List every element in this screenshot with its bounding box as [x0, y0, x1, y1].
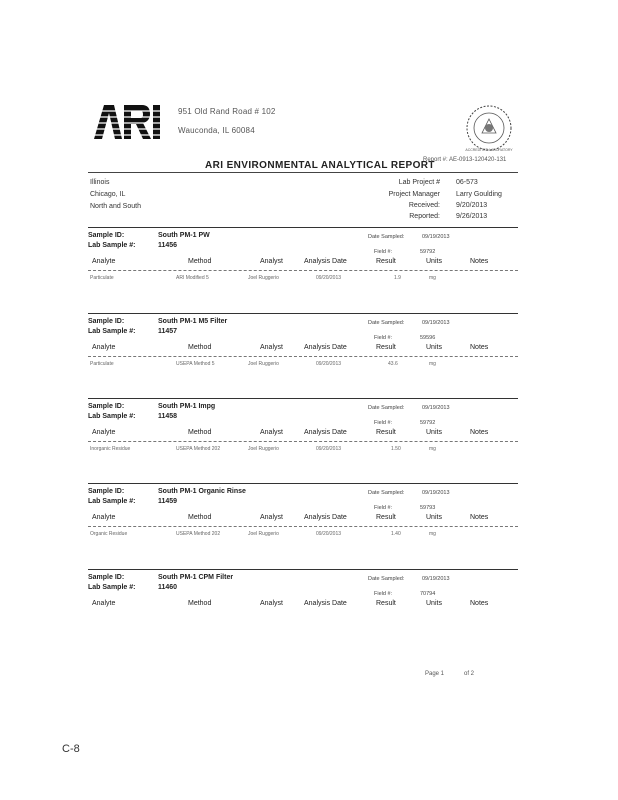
sample-id-value: South PM-1 Impg — [158, 403, 216, 410]
cell-method: USEPA Method 5 — [176, 361, 215, 367]
received-label: Received: — [408, 202, 440, 209]
col-analyte: Analyte — [92, 344, 116, 351]
cell-units: mg — [429, 275, 436, 281]
manager-label: Project Manager — [388, 191, 440, 198]
col-units: Units — [426, 258, 442, 265]
col-result: Result — [376, 600, 396, 607]
lab-sample-value: 11457 — [158, 328, 178, 335]
title-divider — [88, 172, 518, 173]
lab-sample-label: Lab Sample #: — [88, 328, 136, 335]
cell-method: USEPA Method 202 — [176, 446, 221, 452]
cell-analyte: Inorganic Residue — [90, 446, 131, 452]
col-analysis-date: Analysis Date — [304, 514, 347, 521]
section-divider — [88, 569, 518, 570]
cell-analyte: Particulate — [90, 361, 114, 367]
cell-result: 1.40 — [391, 531, 401, 537]
lab-sample-label: Lab Sample #: — [88, 584, 136, 591]
section-divider — [88, 227, 518, 228]
page-number: Page 1 — [425, 671, 445, 677]
client-line2: Chicago, IL — [90, 191, 126, 198]
col-analyst: Analyst — [260, 344, 283, 351]
date-sampled-value: 09/19/2013 — [422, 234, 450, 240]
date-sampled-label: Date Sampled: — [368, 576, 405, 582]
col-analyst: Analyst — [260, 514, 283, 521]
col-analyst: Analyst — [260, 600, 283, 607]
sample-id-value: South PM-1 M5 Filter — [158, 318, 228, 325]
date-sampled-label: Date Sampled: — [368, 405, 405, 411]
col-notes: Notes — [470, 344, 489, 351]
reported-value: 9/26/2013 — [456, 213, 488, 220]
manager-value: Larry Goulding — [456, 191, 502, 198]
lab-sample-value: 11456 — [158, 242, 178, 249]
cell-date: 09/20/2013 — [316, 446, 342, 452]
col-analyte: Analyte — [92, 514, 116, 521]
address-line1: 951 Old Rand Road # 102 — [178, 107, 276, 116]
project-value: 06-573 — [456, 179, 478, 186]
header-divider — [88, 356, 518, 357]
col-analyte: Analyte — [92, 258, 116, 265]
sample-id-label: Sample ID: — [88, 318, 125, 325]
date-sampled-label: Date Sampled: — [368, 490, 405, 496]
field-value: 59792 — [420, 420, 436, 426]
col-method: Method — [188, 429, 212, 436]
col-units: Units — [426, 429, 442, 436]
lab-sample-label: Lab Sample #: — [88, 242, 136, 249]
date-sampled-label: Date Sampled: — [368, 320, 405, 326]
col-method: Method — [188, 344, 212, 351]
field-label: Field #: — [374, 505, 393, 511]
lab-sample-value: 11460 — [158, 584, 178, 591]
col-method: Method — [188, 258, 212, 265]
col-analyst: Analyst — [260, 258, 283, 265]
col-notes: Notes — [470, 514, 489, 521]
date-sampled-label: Date Sampled: — [368, 234, 405, 240]
col-analyte: Analyte — [92, 429, 116, 436]
cell-analyte: Organic Residue — [90, 531, 128, 537]
sample-section — [88, 569, 518, 647]
date-sampled-value: 09/19/2013 — [422, 490, 450, 496]
header-divider — [88, 441, 518, 442]
col-analysis-date: Analysis Date — [304, 600, 347, 607]
col-units: Units — [426, 344, 442, 351]
field-value: 59793 — [420, 505, 436, 511]
lab-sample-value: 11458 — [158, 413, 178, 420]
received-value: 9/20/2013 — [456, 202, 488, 209]
cell-result: 1.50 — [391, 446, 401, 452]
lab-sample-label: Lab Sample #: — [88, 413, 136, 420]
ari-logo — [92, 103, 162, 141]
sample-id-label: Sample ID: — [88, 232, 125, 239]
sample-section — [88, 398, 518, 476]
client-line3: North and South — [90, 203, 141, 210]
header-divider — [88, 270, 518, 271]
lab-sample-label: Lab Sample #: — [88, 498, 136, 505]
col-analysis-date: Analysis Date — [304, 429, 347, 436]
cell-method: ARI Modified 5 — [176, 275, 209, 281]
cell-units: mg — [429, 531, 436, 537]
cell-analyst: Joel Ruggerio — [248, 361, 279, 367]
accreditation-seal — [462, 103, 516, 153]
field-label: Field #: — [374, 591, 393, 597]
cell-date: 09/20/2013 — [316, 275, 342, 281]
cell-result: 43.6 — [388, 361, 398, 367]
col-analyst: Analyst — [260, 429, 283, 436]
lab-sample-value: 11459 — [158, 498, 178, 505]
col-result: Result — [376, 258, 396, 265]
col-notes: Notes — [470, 429, 489, 436]
col-result: Result — [376, 344, 396, 351]
col-analysis-date: Analysis Date — [304, 258, 347, 265]
sample-id-value: South PM-1 PW — [158, 232, 210, 239]
section-divider — [88, 398, 518, 399]
report-number: Report #: AE-0913-120420-131 — [423, 157, 507, 163]
cell-analyst: Joel Ruggerio — [248, 531, 279, 537]
address-line2: Wauconda, IL 60084 — [178, 126, 255, 135]
sample-id-label: Sample ID: — [88, 488, 125, 495]
page-code: C-8 — [62, 743, 80, 755]
cell-units: mg — [429, 361, 436, 367]
date-sampled-value: 09/19/2013 — [422, 320, 450, 326]
col-units: Units — [426, 514, 442, 521]
sample-section — [88, 313, 518, 391]
cell-units: mg — [429, 446, 436, 452]
date-sampled-value: 09/19/2013 — [422, 576, 450, 582]
field-label: Field #: — [374, 249, 393, 255]
cell-result: 1.9 — [394, 275, 401, 281]
header-divider — [88, 526, 518, 527]
cell-analyst: Joel Ruggerio — [248, 446, 279, 452]
field-label: Field #: — [374, 420, 393, 426]
report-title: ARI ENVIRONMENTAL ANALYTICAL REPORT — [205, 160, 435, 171]
sample-section — [88, 227, 518, 305]
sample-id-label: Sample ID: — [88, 403, 125, 410]
cell-analyte: Particulate — [90, 275, 114, 281]
page-total: of 2 — [464, 671, 475, 677]
col-method: Method — [188, 514, 212, 521]
col-notes: Notes — [470, 258, 489, 265]
field-label: Field #: — [374, 335, 393, 341]
field-value: 70794 — [420, 591, 436, 597]
sample-id-label: Sample ID: — [88, 574, 125, 581]
col-analyte: Analyte — [92, 600, 116, 607]
project-label: Lab Project # — [398, 179, 440, 186]
reported-label: Reported: — [409, 213, 440, 220]
sample-id-value: South PM-1 Organic Rinse — [158, 488, 246, 495]
col-analysis-date: Analysis Date — [304, 344, 347, 351]
col-method: Method — [188, 600, 212, 607]
section-divider — [88, 483, 518, 484]
cell-date: 09/20/2013 — [316, 361, 342, 367]
date-sampled-value: 09/19/2013 — [422, 405, 450, 411]
sample-id-value: South PM-1 CPM Filter — [158, 574, 234, 581]
sample-section — [88, 483, 518, 561]
col-units: Units — [426, 600, 442, 607]
cell-date: 09/20/2013 — [316, 531, 342, 537]
seal-text: ACCREDITED LABORATORY — [465, 148, 513, 152]
cell-analyst: Joel Ruggerio — [248, 275, 279, 281]
cell-method: USEPA Method 202 — [176, 531, 221, 537]
section-divider — [88, 313, 518, 314]
field-value: 59596 — [420, 335, 436, 341]
client-line1: Illinois — [90, 179, 110, 186]
col-notes: Notes — [470, 600, 489, 607]
field-value: 59792 — [420, 249, 436, 255]
col-result: Result — [376, 514, 396, 521]
col-result: Result — [376, 429, 396, 436]
